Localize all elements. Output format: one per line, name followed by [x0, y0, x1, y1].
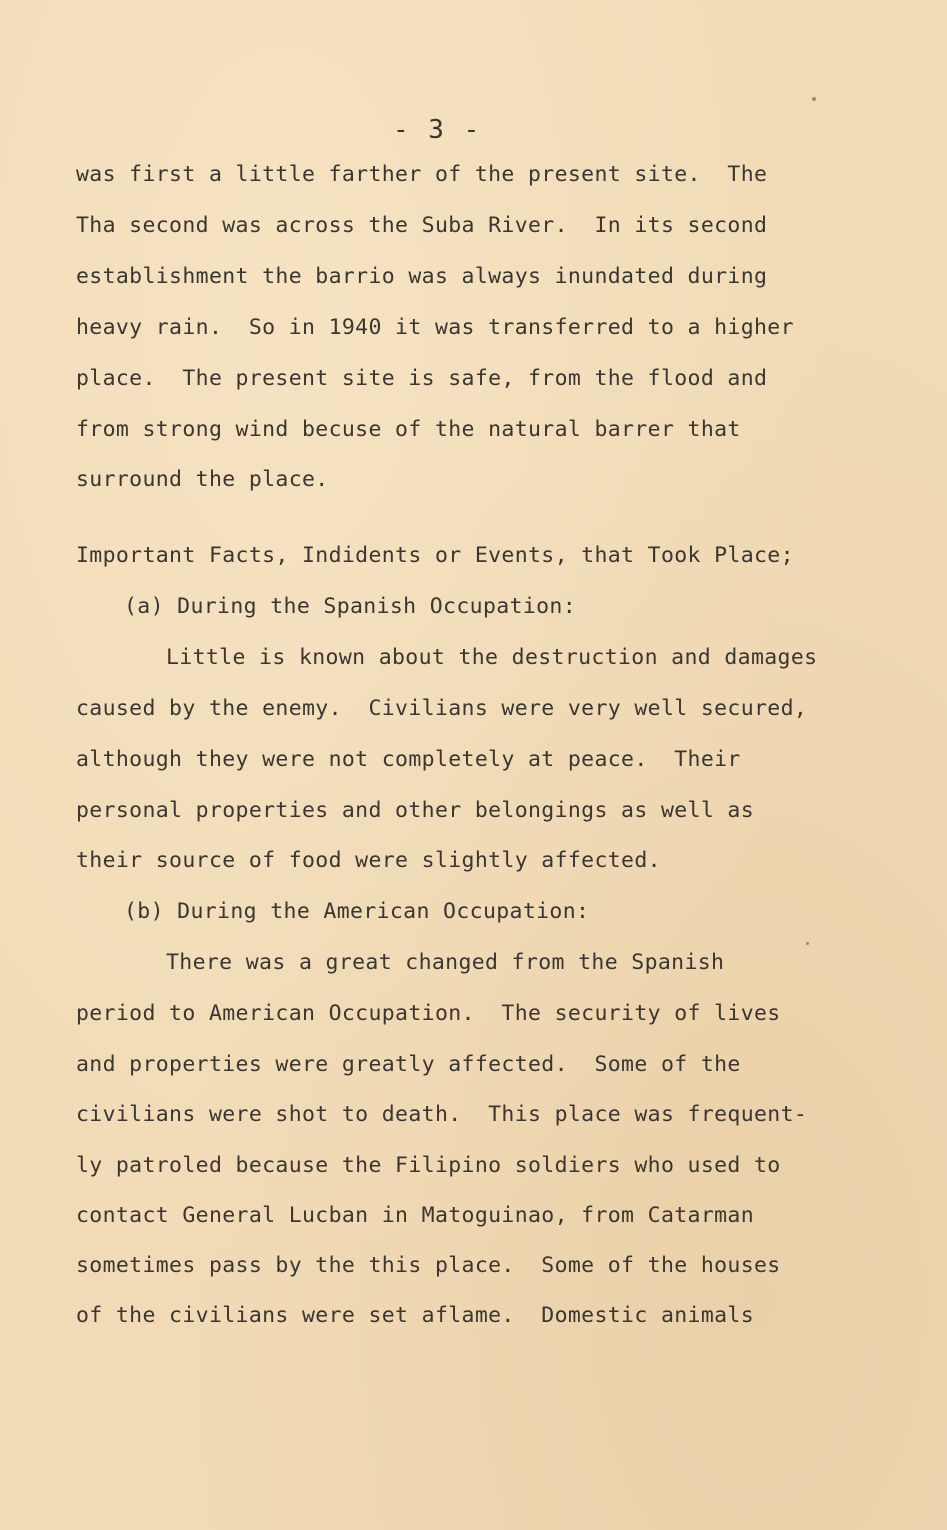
text-line: ly patroled because the Filipino soldiers who used to	[76, 1153, 781, 1178]
text-line: although they were not completely at peace. Their	[76, 747, 741, 772]
text-line: Tha second was across the Suba River. In its second	[76, 213, 768, 238]
text-line: civilians were shot to death. This place was frequent-	[76, 1102, 808, 1127]
text-line: personal properties and other belongings as well as	[76, 798, 754, 823]
text-line: their source of food were slightly affected.	[76, 848, 661, 873]
text-line: place. The present site is safe, from the flood and	[76, 366, 768, 391]
text-line: caused by the enemy. Civilians were very well secured,	[76, 696, 808, 721]
subsection-heading: (a) During the Spanish Occupation:	[124, 594, 576, 619]
text-line: Little is known about the destruction and damages	[166, 645, 818, 670]
text-line: was first a little farther of the present site. The	[76, 162, 768, 187]
text-line: surround the place.	[76, 467, 329, 492]
text-line: heavy rain. So in 1940 it was transferred to a higher	[76, 315, 794, 340]
text-line: sometimes pass by the this place. Some of the houses	[76, 1253, 781, 1278]
paper-speck	[806, 942, 809, 945]
section-heading: Important Facts, Indidents or Events, that Took Place;	[76, 543, 794, 568]
text-line: contact General Lucban in Matoguinao, from Catarman	[76, 1203, 754, 1228]
text-line: period to American Occupation. The security of lives	[76, 1001, 781, 1026]
text-line: establishment the barrio was always inundated during	[76, 264, 768, 289]
subsection-heading: (b) During the American Occupation:	[124, 899, 590, 924]
paper-speck	[812, 97, 816, 101]
text-line: from strong wind becuse of the natural barrer that	[76, 417, 741, 442]
text-line: of the civilians were set aflame. Domestic animals	[76, 1303, 754, 1328]
page-number: - 3 -	[393, 115, 482, 145]
text-line: and properties were greatly affected. Some of the	[76, 1052, 741, 1077]
text-line: There was a great changed from the Spanish	[166, 950, 725, 975]
